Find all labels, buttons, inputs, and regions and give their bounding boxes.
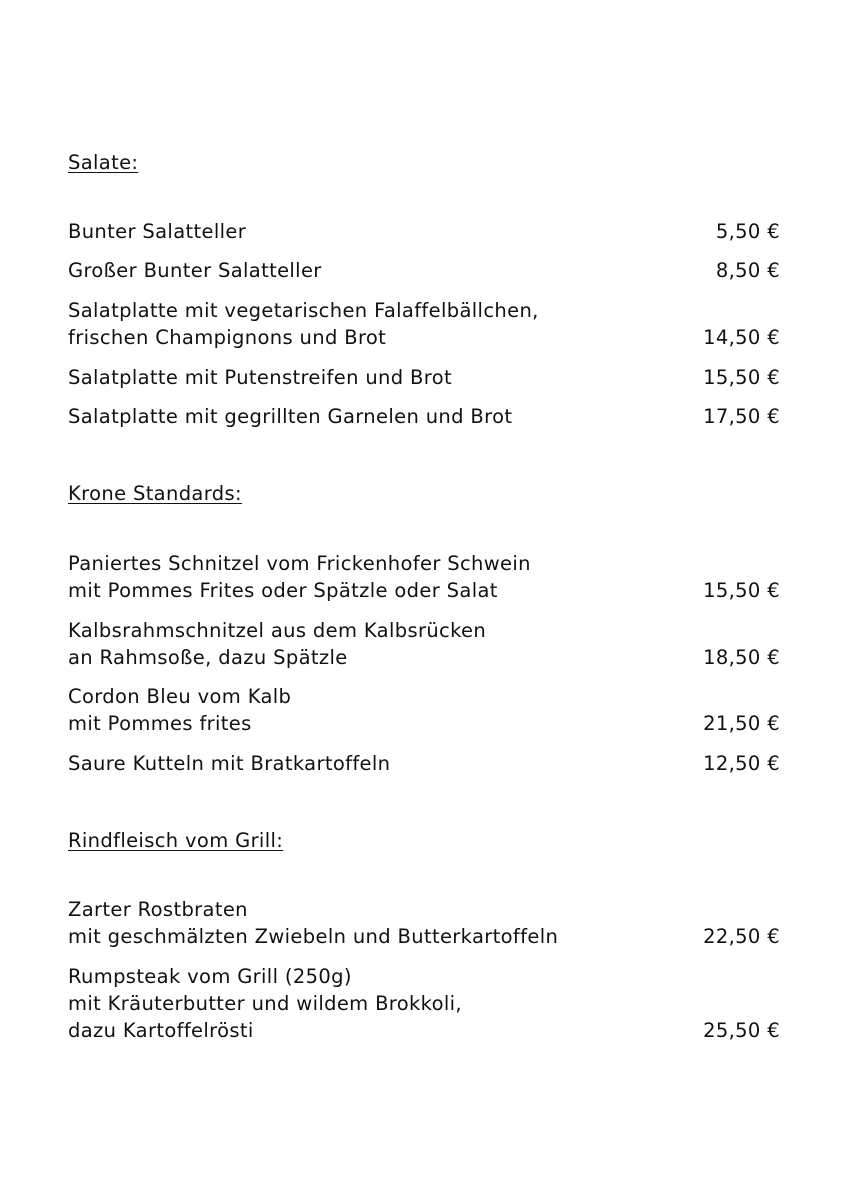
menu-item-price: 18,50 € [703, 646, 780, 669]
section-heading-rindfleisch-vom-grill: Rindfleisch vom Grill: [68, 829, 284, 852]
menu-item [68, 297, 780, 351]
menu-item-description: an Rahmsoße, dazu Spätzle [68, 646, 348, 669]
menu-item-description: mit Pommes Frites oder Spätzle oder Salat [68, 579, 498, 602]
menu-item-name: Zarter Rostbraten [68, 898, 248, 921]
section-heading-krone-standards: Krone Standards: [68, 482, 242, 505]
menu-item-name: Paniertes Schnitzel vom Frickenhofer Schwein [68, 552, 531, 575]
menu-item-description: mit Kräuterbutter und wildem Brokkoli, [68, 992, 462, 1015]
menu-item-name: Großer Bunter Salatteller [68, 259, 322, 282]
menu-item [68, 257, 780, 284]
menu-item-price: 22,50 € [703, 925, 780, 948]
menu-item-name: Salatplatte mit vegetarischen Falaffelbällchen, [68, 299, 539, 322]
menu-item-price: 15,50 € [703, 579, 780, 602]
menu-item-description: mit geschmälzten Zwiebeln und Butterkartoffeln [68, 925, 559, 948]
menu-item [68, 750, 780, 777]
menu-item-price: 12,50 € [703, 752, 780, 775]
menu-item-price: 15,50 € [703, 366, 780, 389]
menu-item-name: Saure Kutteln mit Bratkartoffeln [68, 752, 391, 775]
menu-item [68, 683, 780, 737]
menu-item-name: Salatplatte mit Putenstreifen und Brot [68, 366, 452, 389]
menu-item [68, 617, 780, 671]
menu-item-price: 14,50 € [703, 326, 780, 349]
menu-item-name: Kalbsrahmschnitzel aus dem Kalbsrücken [68, 619, 487, 642]
menu-item-price: 8,50 € [715, 259, 780, 282]
menu-item-price: 25,50 € [703, 1019, 780, 1042]
menu-item [68, 403, 780, 430]
section-heading-salate: Salate: [68, 151, 139, 174]
menu-item-name: Bunter Salatteller [68, 220, 247, 243]
menu-item [68, 896, 780, 950]
menu-item-price: 21,50 € [703, 712, 780, 735]
menu-item-name: Cordon Bleu vom Kalb [68, 685, 292, 708]
menu-item [68, 550, 780, 604]
menu-item-description: dazu Kartoffelrösti [68, 1019, 254, 1042]
menu-item [68, 963, 780, 1044]
menu-item-description: frischen Champignons und Brot [68, 326, 387, 349]
menu-item-name: Salatplatte mit gegrillten Garnelen und Brot [68, 405, 513, 428]
menu-item-description: mit Pommes frites [68, 712, 252, 735]
menu-item-price: 5,50 € [715, 220, 780, 243]
menu-item [68, 364, 780, 391]
menu-item [68, 218, 780, 245]
menu-item-price: 17,50 € [703, 405, 780, 428]
menu-item-name: Rumpsteak vom Grill (250g) [68, 965, 352, 988]
